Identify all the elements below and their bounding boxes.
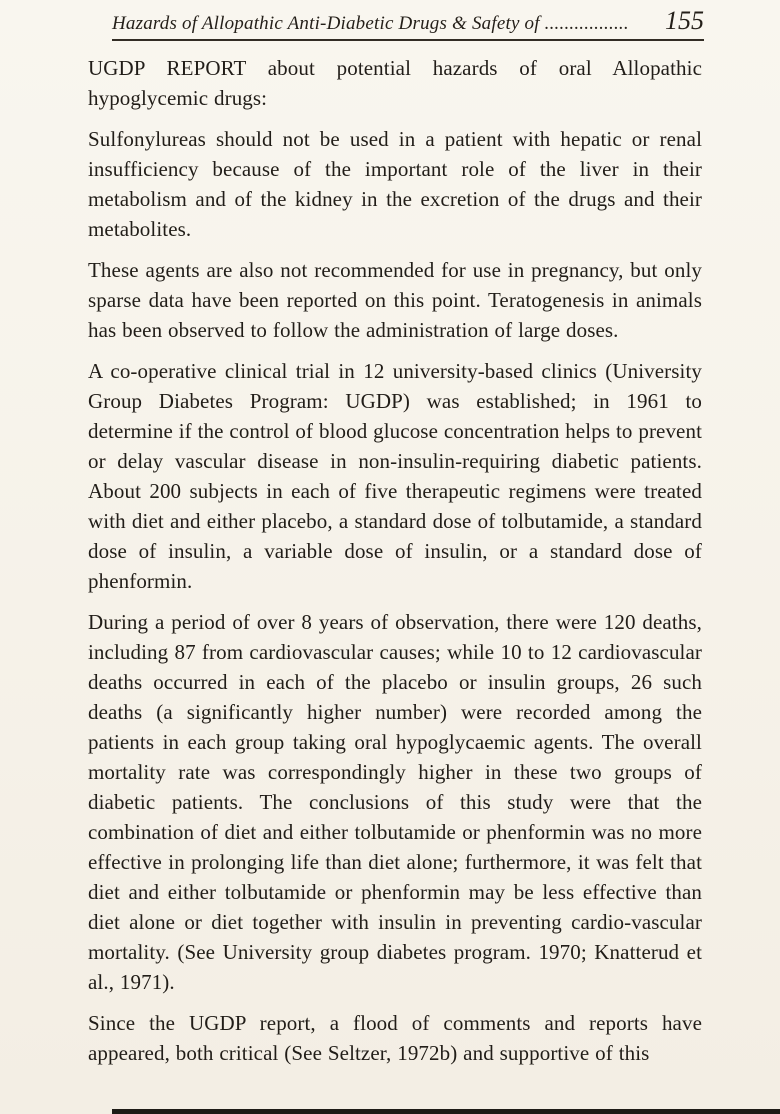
- running-header-title: Hazards of Allopathic Anti-Diabetic Drugs & Safety of .................: [112, 13, 629, 34]
- book-page: [0, 6, 780, 1114]
- paragraph-clinical-trial: A co-operative clinical trial in 12 university-based clinics (University Group Diabetes Program: UGDP) was established; in 1961 to determine if the control of blood glucose concentration helps to prevent or delay vascular disease in non-insulin-requiring diabetic patients. About 200 subjects in each of five therapeutic regimens were treated with diet and either placebo, a standard dose of tolbutamide, a standard dose of insulin, a variable dose of insulin, or a standard dose of phenformin.: [88, 359, 703, 593]
- page-number: 155: [665, 6, 704, 35]
- page-body: [0, 41, 780, 1068]
- scan-edge-artifact: [112, 1109, 780, 1114]
- paragraph-observation-results: During a period of over 8 years of observation, there were 120 deaths, including 87 from cardiovascular causes; while 10 to 12 cardiovascular deaths occurred in each of the placebo or insulin groups, 26 such deaths (a significantly higher number) were recorded among the patients in each group taking oral hypoglycaemic agents. The overall mortality rate was correspondingly higher in these two groups of diabetic patients. The conclusions of this study were that the combination of diet and either tolbutamide or phenformin was no more effective in prolonging life than diet alone; furthermore, it was felt that diet and either tolbutamide or phenformin may be less effective than diet alone or diet together with insulin in preventing cardio-vascular mortality. (See University group diabetes program. 1970; Knatterud et al., 1971).: [88, 610, 702, 994]
- running-header: [112, 6, 704, 41]
- paragraph-since-report: Since the UGDP report, a flood of comments and reports have appeared, both critical (See Seltzer, 1972b) and supportive of this: [88, 1011, 702, 1065]
- paragraph-ugdp-intro: UGDP REPORT about potential hazards of oral Allopathic hypoglycemic drugs:: [88, 56, 702, 110]
- paragraph-pregnancy: These agents are also not recommended for use in pregnancy, but only sparse data have been reported on this point. Teratogenesis in animals has been observed to follow the administration of large doses.: [88, 258, 702, 342]
- paragraph-sulfonylureas: Sulfonylureas should not be used in a patient with hepatic or renal insufficiency because of the important role of the liver in their metabolism and of the kidney in the excretion of the drugs and their metabolites.: [88, 127, 702, 241]
